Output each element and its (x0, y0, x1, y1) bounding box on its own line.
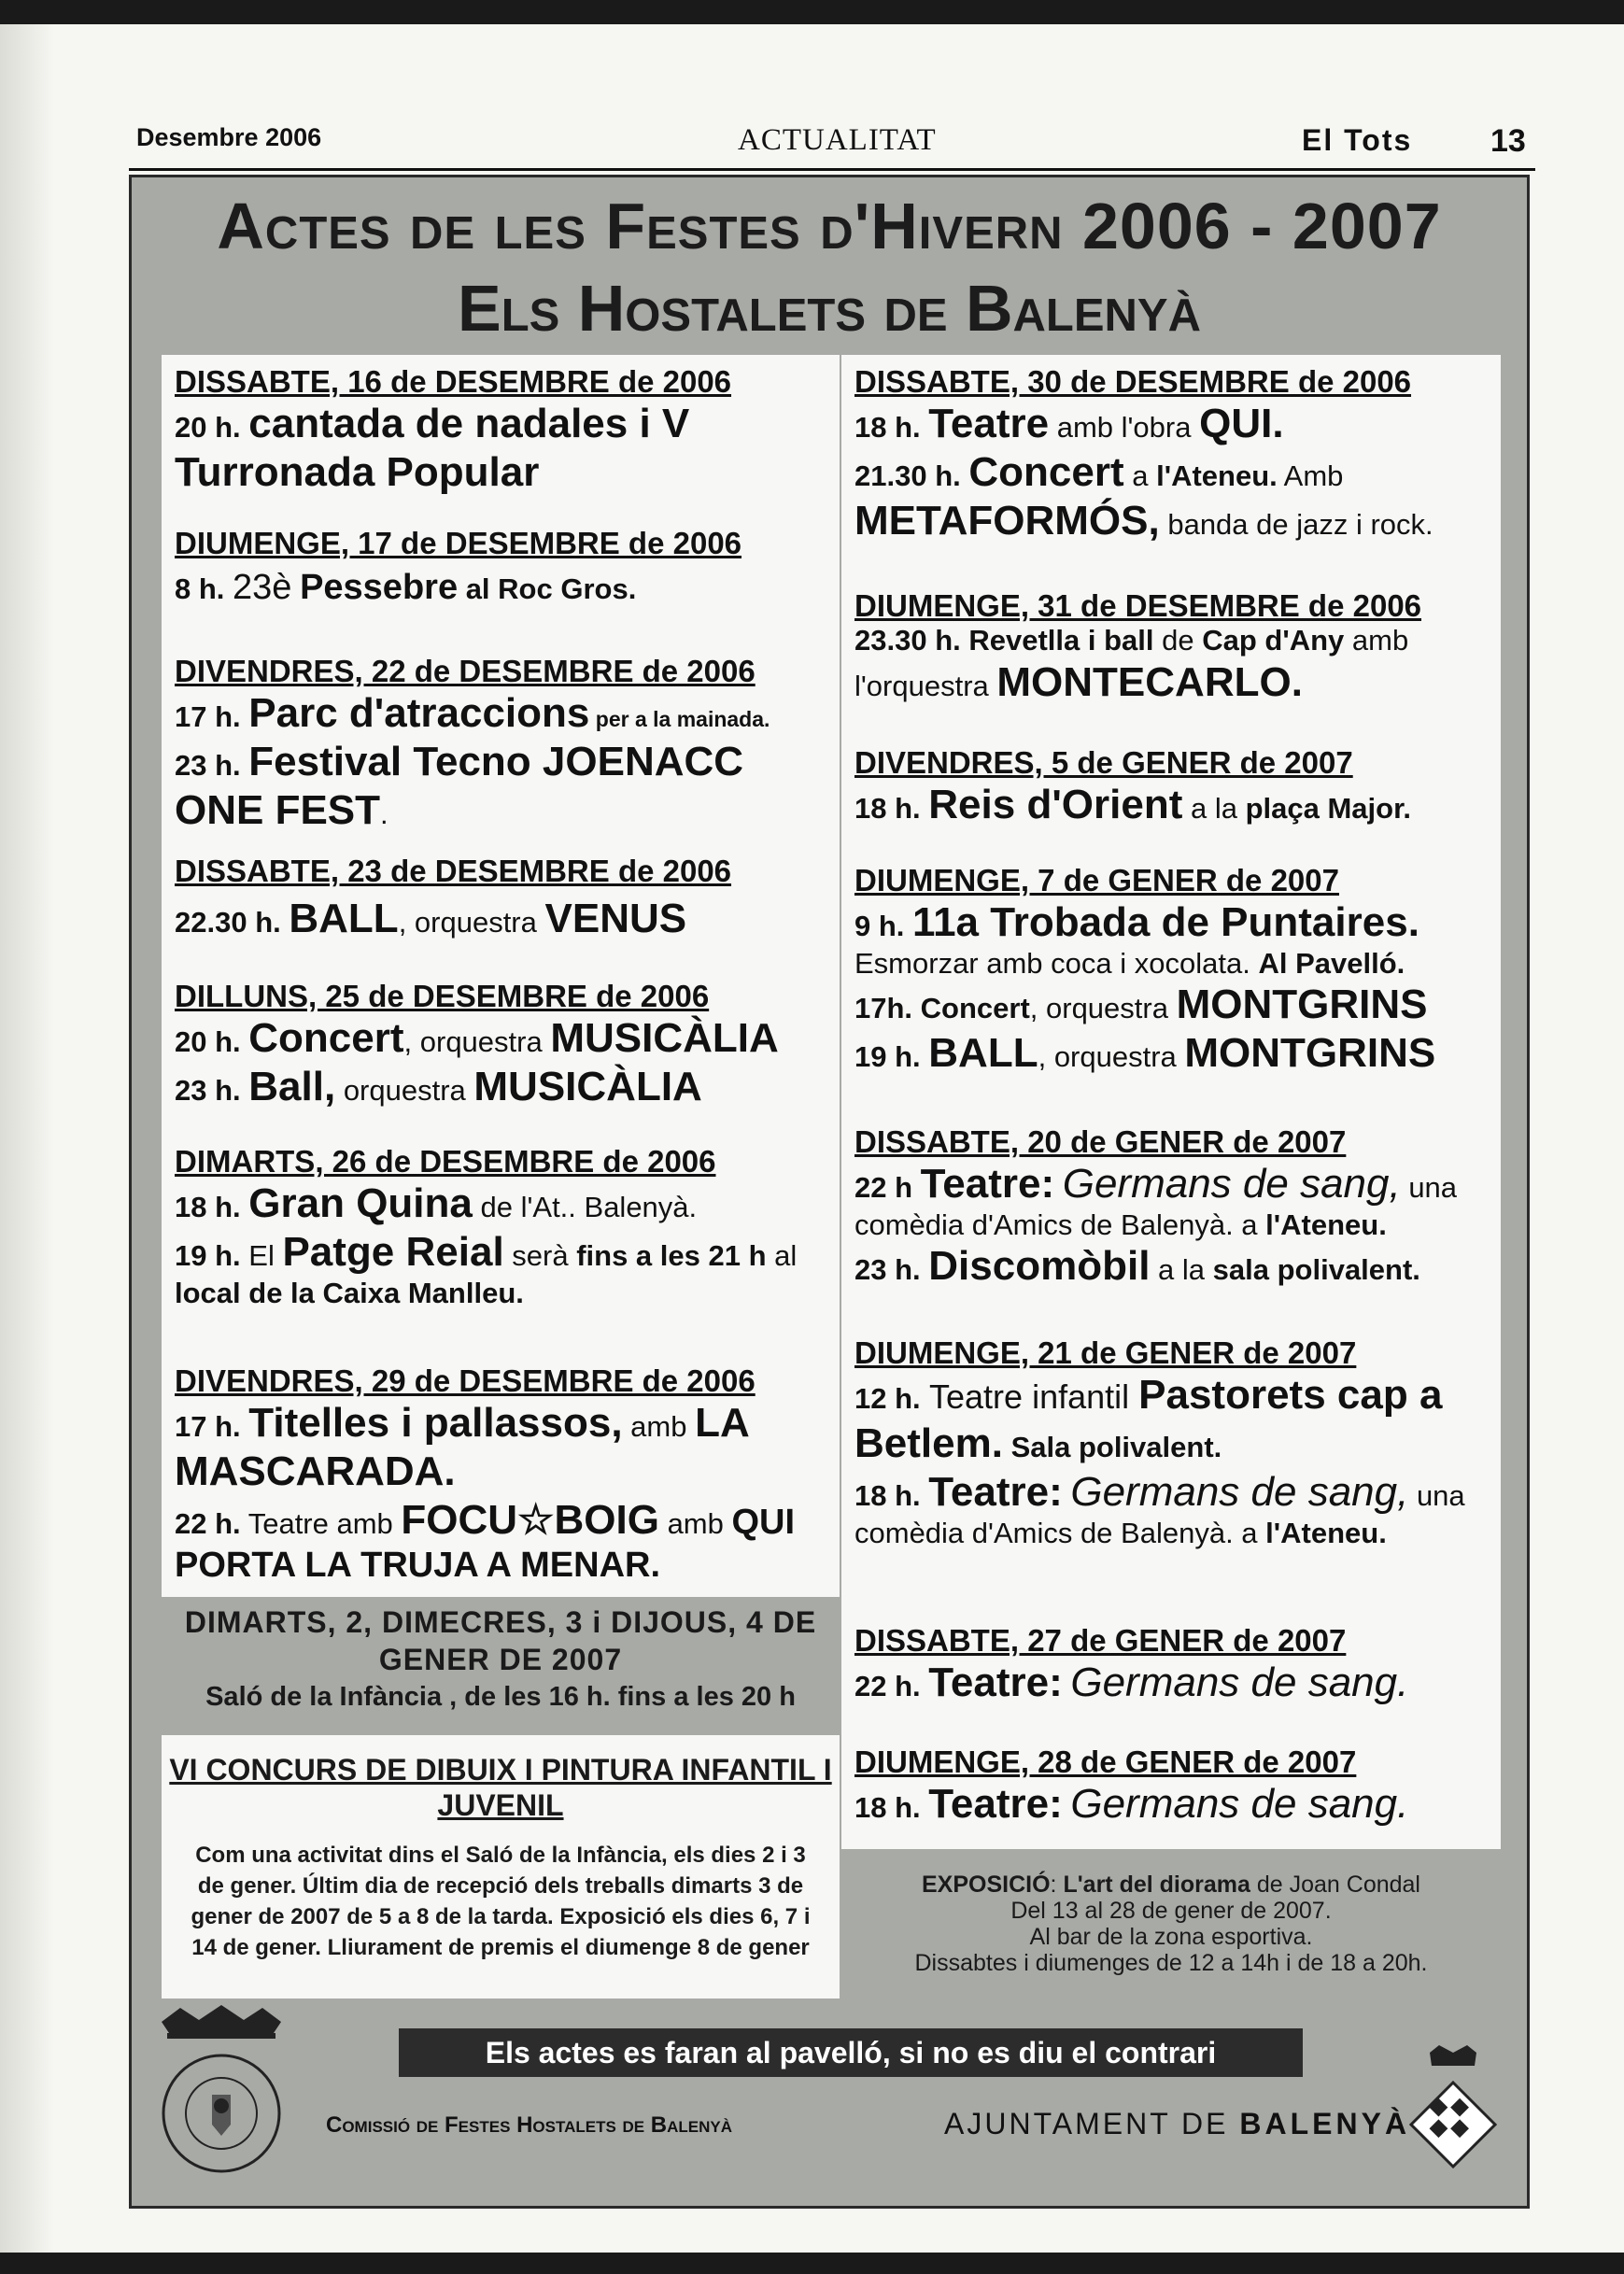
event-jan-21: DIUMENGE, 21 de GENER de 2007 12 h. Teatre infantil Pastorets cap a Betlem. Sala polivalent. 18 h. Teatre: Germans de sang, una comèdia d'Amics de Balenyà. a l'Ateneu. (854, 1335, 1491, 1550)
event-dec-16: DISSABTE, 16 de DESEMBRE de 2006 20 h. cantada de nadales i V Turronada Popular (175, 364, 830, 497)
page-number: 13 (1490, 123, 1526, 159)
event-date: DIVENDRES, 22 de DESEMBRE de 2006 (175, 654, 756, 688)
poster-subtitle: Els Hostalets de Balenyà (458, 272, 1201, 345)
event-date: DIUMENGE, 21 de GENER de 2007 (854, 1335, 1357, 1370)
event-jan-7: DIUMENGE, 7 de GENER de 2007 9 h. 11a Trobada de Puntaires. Esmorzar amb coca i xocolata. Al Pavelló. 17h. Concert, orquestra MONTGRINS 19 h. BALL, orquestra MONTGRINS (854, 863, 1491, 1078)
event-jan-28: DIUMENGE, 28 de GENER de 2007 18 h. Teatre: Germans de sang. (854, 1744, 1491, 1829)
town-council: AJUNTAMENT DE BALENYÀ (944, 2107, 1411, 2140)
event-dec-25: DILLUNS, 25 de DESEMBRE de 2006 20 h. Concert, orquestra MUSICÀLIA 23 h. Ball, orquestra MUSICÀLIA (175, 979, 830, 1111)
town-coat-of-arms-logo (1402, 2045, 1504, 2185)
page-fold (0, 24, 54, 2253)
venue-notice-bar: Els actes es faran al pavelló, si no es diu el contrari (399, 2028, 1303, 2077)
event-date: DILLUNS, 25 de DESEMBRE de 2006 (175, 979, 710, 1013)
header-rule (129, 168, 1535, 171)
drawing-contest-box (162, 1735, 840, 1999)
issue-date: Desembre 2006 (136, 123, 322, 151)
event-date: DIVENDRES, 29 de DESEMBRE de 2006 (175, 1363, 756, 1398)
event-jan-5: DIVENDRES, 5 de GENER de 2007 18 h. Reis d'Orient a la plaça Major. (854, 745, 1491, 829)
contest-title: VI CONCURS DE DIBUIX I PINTURA INFANTIL I JUVENIL (169, 1753, 832, 1822)
event-date: DISSABTE, 27 de GENER de 2007 (854, 1623, 1347, 1658)
event-date: DIVENDRES, 5 de GENER de 2007 (854, 745, 1353, 780)
event-dec-29: DIVENDRES, 29 de DESEMBRE de 2006 17 h. Titelles i pallassos, amb LA MASCARADA. 22 h. Teatre amb FOCU☆BOIG amb QUI PORTA LA TRUJA A MENAR. (175, 1363, 830, 1587)
event-dec-22: DIVENDRES, 22 de DESEMBRE de 2006 17 h. Parc d'atraccions per a la mainada. 23 h. Festival Tecno JOENACC ONE FEST. (175, 654, 830, 835)
contest-text: Com una activitat dins el Saló de la Infància, els dies 2 i 3 de gener. Últim dia de recepció dels treballs dimarts 3 de gener de 2007 de 5 a 8 de la tarda. Exposició els dies 6, 7 i 14 de gener. Lliurament de premis el diumenge 8 de gener (191, 1843, 811, 1960)
commission-seal-logo (143, 2003, 300, 2190)
event-date: DISSABTE, 30 de DESEMBRE de 2006 (854, 364, 1412, 399)
event-date: DIMARTS, 26 de DESEMBRE de 2006 (175, 1144, 716, 1179)
section-title: ACTUALITAT (738, 123, 937, 157)
event-date: DISSABTE, 16 de DESEMBRE de 2006 (175, 364, 732, 399)
event-jan-20: DISSABTE, 20 de GENER de 2007 22 h Teatre: Germans de sang, una comèdia d'Amics de Balenyà. a l'Ateneu. 23 h. Discomòbil a la sala polivalent. (854, 1124, 1491, 1291)
left-events-panel (162, 355, 840, 1597)
magazine-name: El Tots (1302, 123, 1413, 157)
festival-poster (129, 175, 1530, 2209)
event-dec-31: DIUMENGE, 31 de DESEMBRE de 2006 23.30 h. Revetlla i ball de Cap d'Any amb l'orquestra MONTECARLO. (854, 588, 1491, 706)
event-jan-27: DISSABTE, 27 de GENER de 2007 22 h. Teatre: Germans de sang. (854, 1623, 1491, 1707)
event-date: DIUMENGE, 17 de DESEMBRE de 2006 (175, 526, 742, 560)
event-date: DIUMENGE, 31 de DESEMBRE de 2006 (854, 588, 1422, 623)
right-events-panel (841, 355, 1501, 1849)
commission-name: Comissió de Festes Hostalets de Balenyà (326, 2112, 732, 2138)
event-dec-26: DIMARTS, 26 de DESEMBRE de 2006 18 h. Gran Quina de l'At.. Balenyà. 19 h. El Patge Reial serà fins a les 21 h al local de la Caixa Manlleu. (175, 1144, 830, 1310)
salo-infancia-box (162, 1603, 840, 1732)
event-date: DISSABTE, 23 de DESEMBRE de 2006 (175, 854, 732, 888)
event-date: DIUMENGE, 7 de GENER de 2007 (854, 863, 1339, 897)
salo-dates: DIMARTS, 2, DIMECRES, 3 i DIJOUS, 4 DE GENER DE 2007 (184, 1605, 817, 1676)
event-dec-17: DIUMENGE, 17 de DESEMBRE de 2006 8 h. 23è Pessebre al Roc Gros. (175, 526, 830, 609)
event-date: DISSABTE, 20 de GENER de 2007 (854, 1124, 1347, 1159)
event-dec-30: DISSABTE, 30 de DESEMBRE de 2006 18 h. Teatre amb l'obra QUI. 21.30 h. Concert a l'Ateneu. Amb METAFORMÓS, banda de jazz i rock. (854, 364, 1491, 545)
salo-text: Saló de la Infància , de les 16 h. fins a les 20 h (205, 1682, 796, 1712)
event-dec-23: DISSABTE, 23 de DESEMBRE de 2006 22.30 h. BALL, orquestra VENUS (175, 854, 830, 943)
poster-title: Actes de les Festes d'Hivern 2006 - 2007 (217, 190, 1442, 262)
exhibition-box: EXPOSICIÓ: L'art del diorama de Joan Condal Del 13 al 28 de gener de 2007. Al bar de la zona esportiva. Dissabtes i diumenges de 12 a 14h i de 18 a 20h. (914, 1871, 1428, 1976)
event-date: DIUMENGE, 28 de GENER de 2007 (854, 1744, 1357, 1779)
